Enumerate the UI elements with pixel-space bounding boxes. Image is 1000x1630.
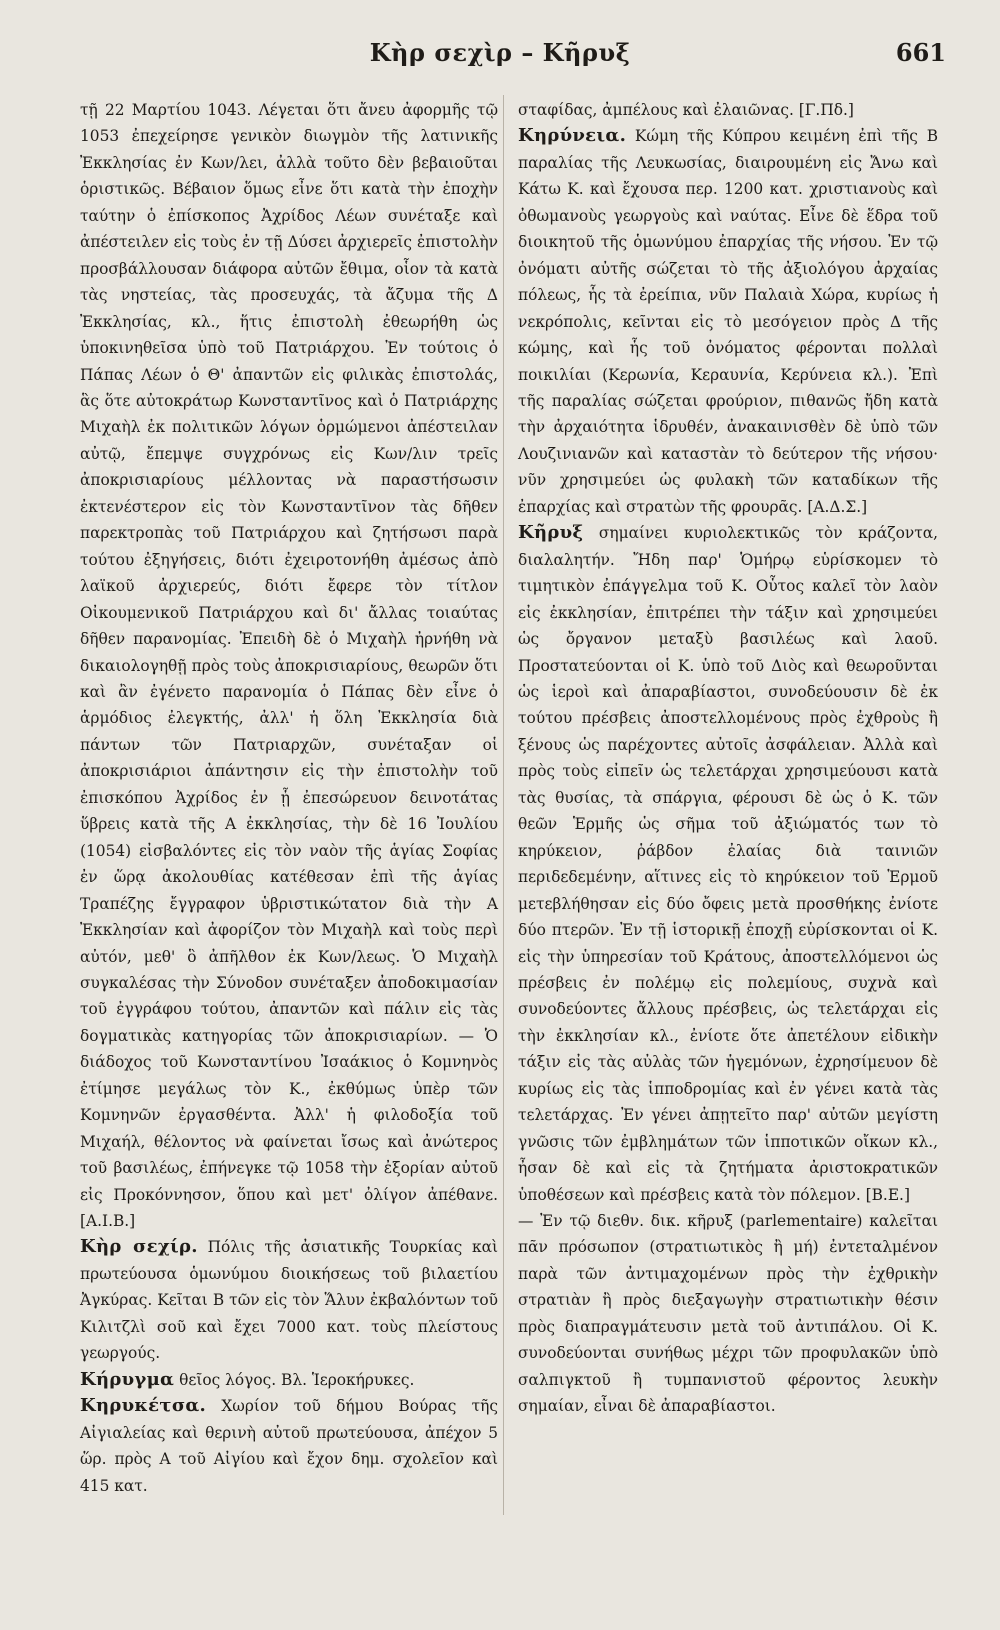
entry-kerykétsa (80, 1393, 498, 1499)
page-header (0, 38, 1000, 78)
entry-text: θεῖος λόγος. Βλ. Ἱεροκήρυκες. (174, 1370, 415, 1389)
entry-keryx (518, 520, 938, 1208)
headword: Κῆρυξ (518, 522, 584, 544)
headword: Κὴρ σεχίρ. (80, 1236, 198, 1258)
entry-text: Χωρίον τοῦ δήμου Βούρας τῆς Αἰγιαλείας καὶ θερινὴ αὐτοῦ πρωτεύουσα, ἀπέχον 5 ὥρ. πρὸς Α τοῦ Αἰγίου καὶ ἔχον δημ. σχολεῖον καὶ 415 κατ. (80, 1397, 498, 1495)
entry-text: σημαίνει κυριολεκτικῶς τὸν κράζοντα, διαλαλητήν. Ἤδη παρ' Ὁμήρῳ εὑρίσκομεν τὸ τιμητικὸν ἐπάγγελμα τοῦ Κ. Οὗτος καλεῖ τὸν λαὸν εἰς ἐκκλησίαν, ἐπιτρέπει τὴν τάξιν καὶ χρησιμεύει ὡς ὄργανον μεταξὺ βασιλέως καὶ λαοῦ. Προστατεύονται οἱ Κ. ὑπὸ τοῦ Διὸς καὶ θεωροῦνται ὡς ἱεροὶ καὶ ἀπαραβίαστοι, συνοδεύουσιν δὲ ἐκ τούτου πρέσβεις ἀποστελλομένους πρὸς ἐχθροὺς ἢ ξένους ὡς παρέχοντες αὐτοῖς ἀσφάλειαν. Ἀλλὰ καὶ πρὸς τοὺς εἰπεῖν ὡς τελετάρχαι χρησιμεύουσι κατὰ τὰς θυσίας, τὰ σπάργια, φέρουσι δὲ ὡς ὁ Κ. τῶν θεῶν Ἑρμῆς ὡς σῆμα τοῦ ἀξιώματός των τὸ κηρύκειον, ῥάβδον ἐλαίας διὰ ταινιῶν περιδεδεμένην, αἵτινες εἰς τὸ κηρύκειον τοῦ Ἑρμοῦ μετεβλήθησαν εἰς δύο ὄφεις μετὰ προσθήκης ἐνίοτε δύο πτερῶν. Ἐν τῇ ἱστορικῇ ἐποχῇ εὑρίσκονται οἱ Κ. εἰς τὴν ὑπηρεσίαν τοῦ Κράτους, ἀποστελλόμενοι ὡς πρέσβεις ἐν πολέμῳ εἰς πολεμίους, συχνὰ καὶ συνοδεύοντες ἄλλους πρέσβεις, ὡς τελετάρχαι εἰς τὴν ἐκκλησίαν κλ., ἐνίοτε ὅτε ἀπετέλουν εἰδικὴν τάξιν εἰς τὰς αὐλὰς τῶν ἡγεμόνων, ἐχρησίμευον δὲ κυρίως εἰς τὰς ἱπποδρομίας καὶ ἐν γένει κατὰ τὰς τελετάρχας. Ἐν γένει ἀπῃτεῖτο παρ' αὐτῶν μεγίστη γνῶσις τῶν ἐμβλημάτων τῶν ἱπποτικῶν οἴκων κλ., ἦσαν δὲ καὶ εἰς τὰ ζητήματα ἀριστοκρατικῶν ὑποθέσεων καὶ πρέσβεις κατὰ τὸν πόλεμον. [Β.Ε.] (518, 524, 938, 1204)
column-divider (503, 95, 504, 1515)
running-head: Κὴρ σεχὶρ – Κῆρυξ (369, 38, 631, 67)
left-column (80, 97, 498, 1499)
entry-ker-sechir (80, 1234, 498, 1366)
headword: Κηρυκέτσα. (80, 1395, 207, 1417)
headword: Κηρύνεια. (518, 125, 627, 147)
entry-continued-fragment: σταφίδας, ἀμπέλους καὶ ἐλαιῶνας. [Γ.Πδ.] (518, 101, 854, 119)
entry-text: Πόλις τῆς ἀσιατικῆς Τουρκίας καὶ πρωτεύουσα ὁμωνύμου διοικήσεως τοῦ βιλαετίου Ἀγκύρας. Κεῖται Β τῶν εἰς τὸν Ἅλυν ἐκβαλόντων τοῦ Κιλιτζλὶ σοῦ καὶ ἔχει 7000 κατ. τοὺς πλείστους γεωργούς. (80, 1238, 498, 1363)
headword: Κήρυγμα (80, 1368, 175, 1390)
entry-text: Κώμη τῆς Κύπρου κειμένη ἐπὶ τῆς Β παραλίας τῆς Λευκωσίας, διαιρουμένη εἰς Ἄνω καὶ Κάτω Κ. καὶ ἔχουσα περ. 1200 κατ. χριστιανοὺς καὶ ὀθωμανοὺς γεωργοὺς καὶ ναύτας. Εἶνε δὲ ἕδρα τοῦ διοικητοῦ τῆς ὁμωνύμου ἐπαρχίας τῆς νήσου. Ἐν τῷ ὀνόματι αὐτῆς σώζεται τὸ τῆς ἀξιολόγου ἀρχαίας πόλεως, ἧς τὰ ἐρείπια, νῦν Παλαιὰ Χώρα, κυρίως ἡ νεκρόπολις, κεῖνται εἰς τὸ μεσόγειον πρὸς Δ τῆς κώμης, καὶ ἧς τοῦ ὀνόματος φέρονται πολλαὶ ποικιλίαι (Κερωνία, Κεραυνία, Κερύνεια κλ.). Ἐπὶ τῆς παραλίας σώζεται φρούριον, πιθανῶς ἤδη κατὰ τὴν ἀρχαιότητα ἱδρυθέν, ἀνακαινισθὲν δὲ ὑπὸ τῶν Λουζινιανῶν καὶ καταστὰν τὸ δεύτερον τῆς νήσου· νῦν χρησιμεύει ὡς φυλακὴ τῶν καταδίκων τῆς ἐπαρχίας καὶ στρατὼν τῆς φρουρᾶς. [Α.Δ.Σ.] (518, 127, 938, 516)
entry-keryneia (518, 123, 938, 520)
page-number: 661 (895, 38, 946, 67)
entry-keryx-intl-law: — Ἐν τῷ διεθν. δικ. κῆρυξ (parlementaire) καλεῖται πᾶν πρόσωπον (στρατιωτικὸς ἢ μή) ἐντεταλμένον παρὰ τῶν ἀντιμαχομένων πρὸς τὴν ἐχθρικὴν στρατιὰν ἢ πρὸς διεξαγωγὴν στρατιωτικὴν θέσιν πρὸς διαπραγμάτευσιν μετὰ τοῦ ἀντιπάλου. Οἱ Κ. συνοδεύονται συνήθως μέχρι τῶν προφυλακῶν ὑπὸ σαλπιγκτοῦ ἢ τυμπανιστοῦ φέροντος λευκὴν σημαίαν, εἶναι δὲ ἀπαραβίαστοι. (518, 1212, 938, 1416)
entry-kerularios-continued: τῇ 22 Μαρτίου 1043. Λέγεται ὅτι ἄνευ ἀφορμῆς τῷ 1053 ἐπεχείρησε γενικὸν διωγμὸν τῆς λατινικῆς Ἐκκλησίας ἐν Κων/λει, ἀλλὰ τοῦτο δὲν βεβαιοῦται ὁριστικῶς. Βέβαιον ὅμως εἶνε ὅτι κατὰ τὴν ἐποχὴν ταύτην ὁ ἐπίσκοπος Ἀχρίδος Λέων συνέταξε καὶ ἀπέστειλεν εἰς τοὺς ἐν τῇ Δύσει ἀρχιερεῖς ἐπιστολὴν προσβάλλουσαν διάφορα αὐτῶν ἔθιμα, οἷον τὰ κατὰ τὰς νηστείας, τὰς προσευχάς, τὰ ἄζυμα τῆς Δ Ἐκκλησίας, κλ., ἥτις ἐπιστολὴ ἐθεωρήθη ὡς ὑποκινηθεῖσα ὑπὸ τοῦ Πατριάρχου. Ἐν τούτοις ὁ Πάπας Λέων ὁ Θ' ἀπαντῶν εἰς φιλικὰς ἐπιστολάς, ἃς ὅτε αὐτοκράτωρ Κωνσταντῖνος καὶ ὁ Πατριάρχης Μιχαὴλ ἐκ πολιτικῶν λόγων ὁρμώμενοι ἀπέστειλαν αὐτῷ, ἔπεμψε συγχρόνως εἰς Κων/λιν τρεῖς ἀποκρισιαρίους μέλλοντας νὰ παραστήσωσιν ἐκτενέστερον εἰς τὸν Κωνσταντῖνον τὰς δῆθεν παρεκτροπὰς τοῦ Πατριάρχου καὶ ζητήσωσι παρὰ τούτου ἐξηγήσεις, διότι ἐχειροτονήθη ἀμέσως ἀπὸ λαϊκοῦ ἀρχιερεύς, διότι ἔφερε τὸν τίτλον Οἰκουμενικοῦ Πατριάρχου καὶ δι' ἄλλας τοιαύτας δῆθεν παρανομίας. Ἐπειδὴ δὲ ὁ Μιχαὴλ ἠρνήθη νὰ δικαιολογηθῇ πρὸς τοὺς ἀποκρισιαρίους, θεωρῶν ὅτι καὶ ἂν ἐγένετο παρανομία ὁ Πάπας δὲν εἶνε ὁ ἁρμόδιος ἐλεγκτής, ἀλλ' ἡ ὅλη Ἐκκλησία διὰ πάντων τῶν Πατριαρχῶν, συνέταξαν οἱ ἀποκρισιάριοι ἀπάντησιν εἰς τὴν ἐπιστολὴν τοῦ ἐπισκόπου Ἀχρίδος ἐν ᾗ ἐπεσώρευον δεινοτάτας ὕβρεις κατὰ τῆς Α ἐκκλησίας, τὴν δὲ 16 Ἰουλίου (1054) εἰσβαλόντες εἰς τὸν ναὸν τῆς ἁγίας Σοφίας ἐν ὥρᾳ ἀκολουθίας κατέθεσαν ἐπὶ τῆς ἁγίας Τραπέζης ἔγγραφον ὑβριστικώτατον διὰ τὴν Α Ἐκκλησίαν καὶ ἀφορίζον τὸν Μιχαὴλ καὶ τοὺς περὶ αὐτόν, μεθ' ὃ ἀπῆλθον ἐκ Κων/λεως. Ὁ Μιχαὴλ συγκαλέσας τὴν Σύνοδον συνέταξεν ἀποδοκιμασίαν τοῦ ἐγγράφου τούτου, ἀπαντῶν καὶ πάλιν εἰς τὰς δογματικὰς κατηγορίας τῶν ἀποκρισιαρίων. — Ὁ διάδοχος τοῦ Κωνσταντίνου Ἰσαάκιος ὁ Κομνηνὸς ἐτίμησε μεγάλως τὸν Κ., ἐκθύμως ὑπὲρ τῶν Κομνηνῶν ἐργασθέντα. Ἀλλ' ἡ φιλοδοξία τοῦ Μιχαήλ, θέλοντος νὰ φαίνεται ἴσως καὶ ἀνώτερος τοῦ βασιλέως, ἐπήνεγκε τῷ 1058 τὴν ἐξορίαν αὐτοῦ εἰς Προκόννησον, ὅπου καὶ μετ' ὀλίγον ἀπέθανε. [Α.Ι.Β.] (80, 101, 498, 1231)
entry-kerygma (80, 1367, 498, 1393)
right-column (518, 97, 938, 1420)
